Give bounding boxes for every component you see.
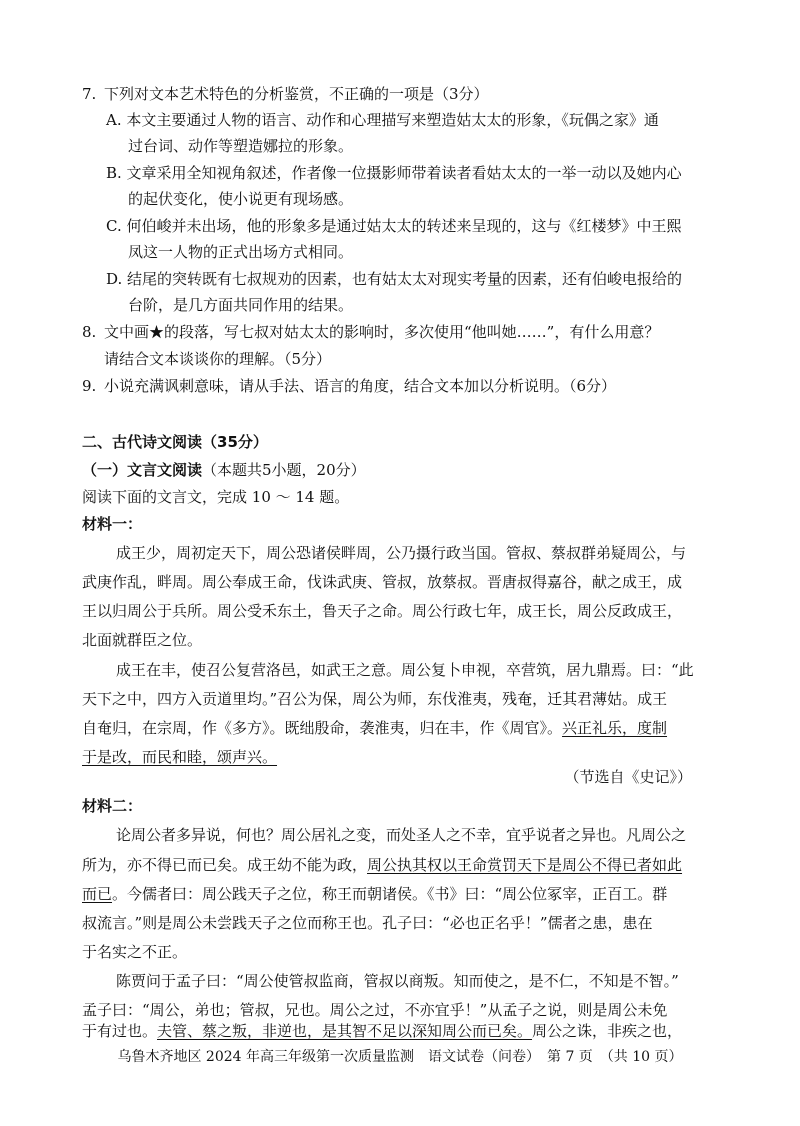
- m2-p1-line2: [82, 855, 682, 875]
- m1-p2-underlined-b: 于是改，而民和睦，颂声兴。: [82, 748, 278, 766]
- q7-stem: 下列对文本艺术特色的分析鉴赏，不正确的一项是（3分）: [104, 85, 489, 103]
- q7-option-b-line2: 的起伏变化，使小说更有现场感。: [128, 190, 354, 208]
- q8-number: 8.: [82, 323, 97, 341]
- page-footer: 乌鲁木齐地区 2024 年高三年级第一次质量监测 语文试卷（问卷） 第 7 页 （共 10 页）: [117, 1049, 683, 1065]
- q7-option-d-line1: D. 结尾的突转既有七叔规劝的因素，也有姑太太对现实考量的因素，还有伯峻电报给的: [106, 270, 683, 288]
- source-citation: （节选自《史记》）: [564, 768, 692, 786]
- q7-option-a-line1: A. 本文主要通过人物的语言、动作和心理描写来塑造姑太太的形象，《玩偶之家》通: [106, 111, 659, 129]
- m2-p1-line2-text: 所为，亦不得已而已矣。成王幼不能为政，: [82, 856, 368, 874]
- m1-p2-line3: [82, 718, 667, 738]
- m2-p2-line3-tail: 周公之诛，非疾之也，: [532, 1022, 683, 1040]
- subsection-title: （一）文言文阅读: [82, 461, 203, 479]
- m1-p2-line1: 成王在丰，使召公复营洛邑，如武王之意。周公复卜申视，卒营筑，居九鼎焉。曰：“此: [116, 661, 694, 679]
- subsection-heading: [82, 460, 366, 480]
- m1-p2-line2: 天下之中，四方入贡道里均。”召公为保，周公为师，东伐淮夷，残奄，迁其君薄姑。成王: [82, 690, 668, 708]
- m1-p1-line4: 北面就群臣之位。: [82, 631, 203, 649]
- m2-p1-line3: [82, 884, 667, 904]
- q7-option-c-line2: 凤这一人物的正式出场方式相同。: [128, 243, 354, 261]
- q8-line2: 请结合文本谈谈你的理解。（5分）: [104, 350, 332, 368]
- q8-line1: 文中画★的段落，写七叔对姑太太的影响时，多次使用“他叫她……”，有什么用意？: [104, 323, 660, 341]
- material2-label: 材料二：: [82, 797, 143, 815]
- subsection-note: （本题共5小题，20分）: [202, 461, 366, 479]
- m2-p2-line2: 孟子曰：“周公，弟也；管叔，兄也。周公之过，不亦宜乎！”从孟子之说，则是周公未免: [82, 1001, 668, 1019]
- m2-p2-line3-text: 于有过也。: [82, 1022, 158, 1040]
- q7-option-b-line1: B. 文章采用全知视角叙述，作者像一位摄影师带着读者看姑太太的一举一动以及她内心: [106, 164, 682, 182]
- m2-underlined-c: 夫管、蔡之叛，非逆也，是其智不足以深知周公而已矣。: [157, 1022, 533, 1040]
- m2-p1-line5: 于名实之不正。: [82, 943, 188, 961]
- q7-option-d-line2: 台阶，是几方面共同作用的结果。: [128, 296, 354, 314]
- m1-p1-line1: 成王少，周初定天下，周公恐诸侯畔周，公乃摄行政当国。管叔、蔡叔群弟疑周公，与: [116, 544, 687, 562]
- q7-number: 7.: [82, 85, 97, 103]
- material1-label: 材料一：: [82, 515, 143, 533]
- reading-instruction: 阅读下面的文言文，完成 10 ～ 14 题。: [82, 488, 350, 506]
- q7-option-a-line2: 过台词、动作等塑造娜拉的形象。: [128, 137, 354, 155]
- m1-p1-line2: 武庚作乱，畔周。周公奉成王命，伐诛武庚、管叔，放蔡叔。晋唐叔得嘉谷，献之成王，成: [82, 573, 683, 591]
- m2-underlined-b: 而已: [82, 885, 113, 903]
- m2-p1-line3-text: 。今儒者曰：周公践天子之位，称王而朝诸侯。《书》曰：“周公位冢宰，正百工。群: [112, 885, 668, 903]
- q7-option-c-line1: C. 何伯峻并未出场，他的形象多是通过姑太太的转述来呈现的，这与《红楼梦》中王熙: [106, 217, 682, 235]
- q9-number: 9.: [82, 377, 97, 395]
- m1-p2-underlined-a: 兴正礼乐，度制: [562, 719, 668, 737]
- m2-p1-line4: 叔流言。”则是周公未尝践天子之位而称王也。孔子曰：“必也正名乎！”儒者之患，患在: [82, 914, 653, 932]
- m1-p2-line3-text: 自奄归，在宗周，作《多方》。既绌殷命，袭淮夷，归在丰，作《周官》。: [82, 719, 563, 737]
- m2-p2-line1: 陈贾问于孟子曰：“周公使管叔监商，管叔以商叛。知而使之，是不仁，不知是不智。”: [116, 972, 679, 990]
- q9-line1: 小说充满讽刺意味，请从手法、语言的角度，结合文本加以分析说明。（6分）: [104, 377, 617, 395]
- m1-p1-line3: 王以归周公于兵所。周公受禾东土，鲁天子之命。周公行政七年，成王长，周公反政成王，: [82, 602, 683, 620]
- m2-underlined-a: 周公执其权以王命赏罚天下是周公不得已者如此: [367, 856, 683, 874]
- m2-p1-line1: 论周公者多异说，何也？周公居礼之变，而处圣人之不幸，宜乎说者之异也。凡周公之: [116, 826, 687, 844]
- m2-p2-line3: [82, 1021, 682, 1041]
- section-title: 二、古代诗文阅读（35分）: [82, 433, 268, 451]
